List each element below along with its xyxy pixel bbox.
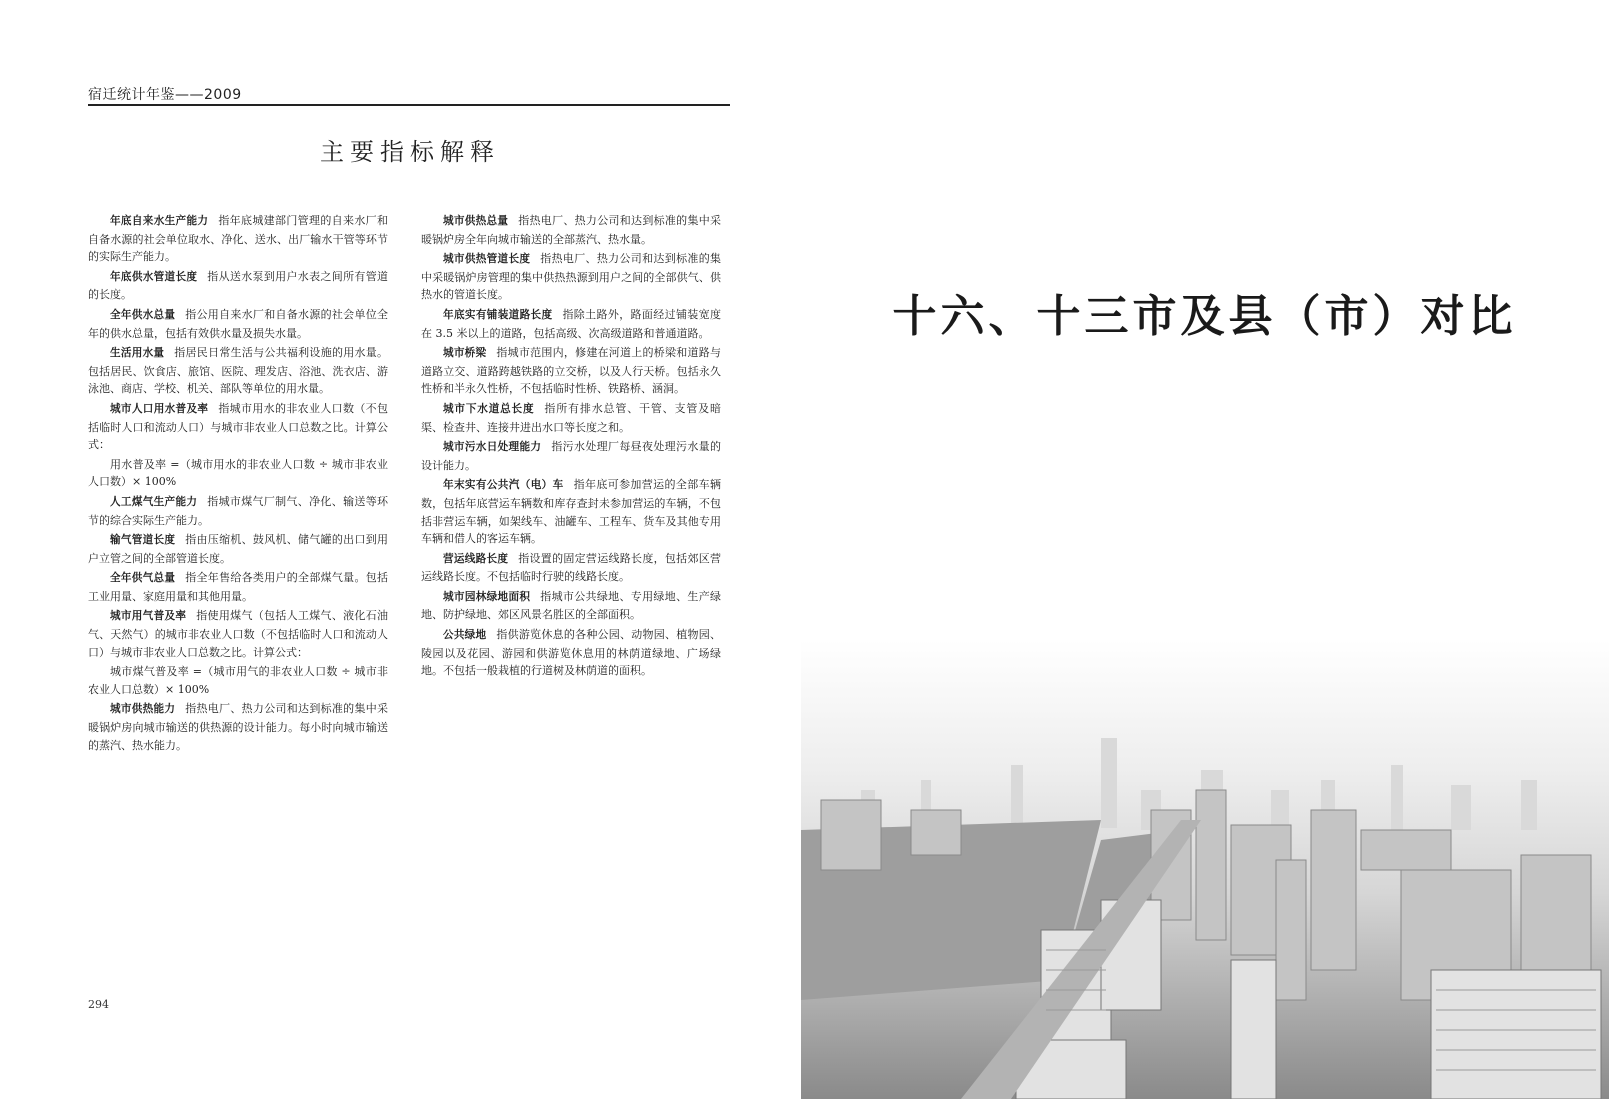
term: 年底实有铺装道路长度 [443, 308, 553, 321]
definition-entry [88, 400, 388, 454]
definitions-column-2 [421, 212, 721, 682]
term: 城市用气普及率 [110, 610, 187, 623]
definition-entry [88, 700, 388, 754]
header-rule [88, 104, 730, 106]
term-definition: 指由压缩机、鼓风机、储气罐的出口到用户立管之间的全部管道长度。 [88, 533, 389, 565]
definitions-column-1 [88, 212, 388, 756]
formula [88, 663, 388, 698]
definition-entry [88, 607, 388, 661]
term-definition: 指热电厂、热力公司和达到标准的集中采暖锅炉房向城市输送的供热源的设计能力。每小时向城市输送的蒸汽、热水能力。 [88, 702, 389, 752]
formula-text: 城市煤气普及率 =（城市用气的非农业人口数 ÷ 城市非农业人口总数）× 100% [88, 665, 388, 696]
term: 人工煤气生产能力 [110, 495, 198, 508]
definition-entry [421, 400, 721, 436]
definition-entry [88, 306, 388, 342]
term: 城市人口用水普及率 [110, 402, 209, 415]
right-page [800, 0, 1609, 1099]
term: 输气管道长度 [110, 534, 176, 547]
definition-entry [421, 306, 721, 342]
chapter-title: 十六、十三市及县（市）对比 [892, 291, 1517, 342]
term-definition: 指供游览休息的各种公园、动物园、植物园、陵园以及花园、游园和供游览休息用的林荫道绿地、广场绿地。不包括一般栽植的行道树及林荫道的面积。 [421, 628, 722, 678]
term-definition: 指居民日常生活与公共福利设施的用水量。包括居民、饮食店、旅馆、医院、理发店、浴池、洗衣店、游泳池、商店、学校、机关、部队等单位的用水量。 [88, 346, 388, 396]
definition-entry [421, 588, 721, 624]
term: 城市下水道总长度 [443, 402, 535, 415]
definition-entry [421, 438, 721, 474]
term-definition: 指除土路外，路面经过铺装宽度在 3.5 米以上的道路，包括高级、次高级道路和普通道路。 [421, 307, 722, 340]
city-aerial-photo [801, 640, 1609, 1099]
definition-entry [421, 344, 721, 398]
term: 城市桥梁 [443, 347, 487, 360]
definition-entry [88, 531, 388, 567]
definition-entry [88, 212, 388, 266]
term-definition: 指城市用水的非农业人口数（不包括临时人口和流动人口）与城市非农业人口总数之比。计算公式： [88, 401, 389, 452]
term-definition: 指污水处理厂每昼夜处理污水量的设计能力。 [421, 440, 722, 472]
formula [88, 456, 388, 491]
term-definition: 指年底城建部门管理的自来水厂和自备水源的社会单位取水、净化、送水、出厂输水干管等环节的实际生产能力。 [88, 214, 389, 264]
term: 公共绿地 [443, 629, 487, 642]
definition-entry [421, 250, 721, 304]
term-definition: 指设置的固定营运线路长度，包括郊区营运线路长度。不包括临时行驶的线路长度。 [421, 551, 722, 584]
term: 全年供气总量 [110, 572, 176, 585]
term-definition: 指城市公共绿地、专用绿地、生产绿地、防护绿地、郊区风景名胜区的全部面积。 [421, 589, 722, 622]
term-definition: 指全年售给各类用户的全部煤气量。包括工业用量、家庭用量和其他用量。 [88, 571, 389, 603]
term: 年底供水管道长度 [110, 270, 198, 283]
term: 年末实有公共汽（电）车 [443, 479, 564, 492]
left-page [0, 0, 800, 1099]
term-definition: 指城市范围内，修建在河道上的桥梁和道路与道路立交、道路跨越铁路的立交桥，以及人行天桥。包括永久性桥和半永久性桥，不包括临时性桥、铁路桥、涵洞。 [421, 346, 722, 396]
term: 城市供热总量 [443, 215, 509, 227]
term-definition: 指从送水泵到用户水表之间所有管道的长度。 [88, 269, 389, 302]
definition-entry [421, 550, 721, 586]
term: 城市污水日处理能力 [443, 441, 542, 454]
term: 营运线路长度 [443, 552, 509, 565]
term-definition: 指所有排水总管、干管、支管及暗渠、检查井、连接井进出水口等长度之和。 [421, 401, 722, 434]
definition-entry [88, 569, 388, 605]
term-definition: 指城市煤气厂制气、净化、输送等环节的综合实际生产能力。 [88, 494, 389, 527]
term-definition: 指热电厂、热力公司和达到标准的集中采暖锅炉房全年向城市输送的全部蒸汽、热水量。 [421, 214, 722, 246]
term: 城市供热管道长度 [443, 253, 531, 266]
definition-entry [421, 476, 721, 547]
term-definition: 指年底可参加营运的全部车辆数，包括年底营运车辆数和库存查封未参加营运的车辆，不包括非营运车辆，如架线车、油罐车、工程车、货车及其他专用车辆和借人的客运车辆。 [421, 478, 722, 546]
term: 全年供水总量 [110, 308, 176, 321]
definition-entry [88, 268, 388, 304]
term: 城市供热能力 [110, 703, 176, 716]
page-number: 294 [88, 998, 109, 1011]
term: 生活用水量 [110, 347, 165, 360]
definition-entry [88, 344, 388, 398]
term: 城市园林绿地面积 [443, 590, 531, 603]
running-head: 宿迁统计年鉴——2009 [88, 87, 242, 103]
term-definition: 指使用煤气（包括人工煤气、液化石油气、天然气）的城市非农业人口数（不包括临时人口和流动人口）与城市非农业人口总数之比。计算公式： [88, 609, 389, 659]
definition-entry [421, 212, 721, 248]
formula-text: 用水普及率 =（城市用水的非农业人口数 ÷ 城市非农业人口数）× 100% [88, 457, 388, 489]
term: 年底自来水生产能力 [110, 215, 209, 227]
term-definition: 指公用自来水厂和自备水源的社会单位全年的供水总量，包括有效供水量及损失水量。 [88, 307, 389, 340]
definition-entry [421, 626, 721, 680]
definition-entry [88, 493, 388, 529]
section-title: 主要指标解释 [320, 138, 500, 166]
term-definition: 指热电厂、热力公司和达到标准的集中采暖锅炉房管理的集中供热热源到用户之间的全部供气、供热水的管道长度。 [421, 252, 722, 302]
